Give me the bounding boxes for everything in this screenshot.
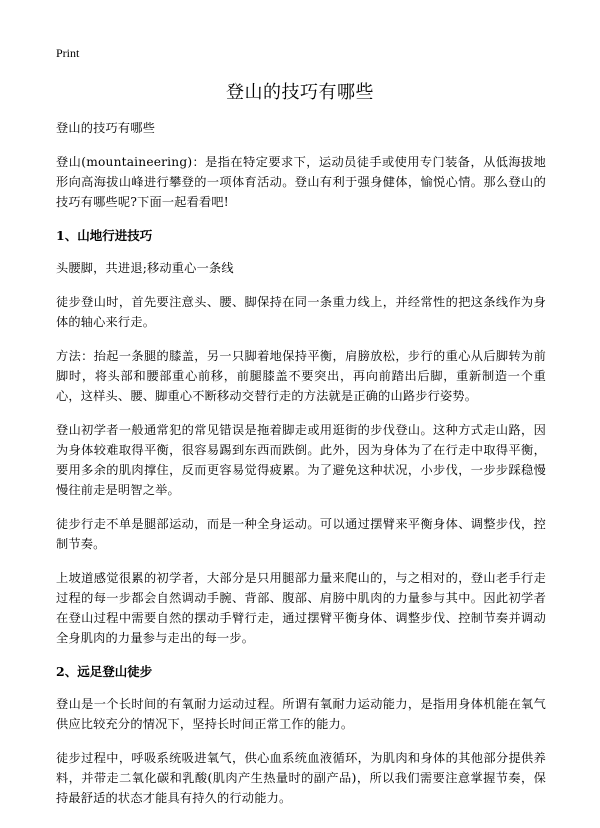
section-2-paragraph: 登山是一个长时间的有氧耐力运动过程。所谓有氧耐力运动能力，是指用身体机能在氧气供应比较充分的情况下，坚持长时间正常工作的能力。: [56, 697, 546, 731]
section-1-paragraph: 徒步行走不单是腿部运动，而是一种全身运动。可以通过摆臂来平衡身体、调整步伐，控制节奏。: [56, 517, 546, 551]
page-title: 登山的技巧有哪些: [226, 82, 374, 103]
section-2-paragraph: 徒步过程中，呼吸系统吸进氧气，供心血系统血液循环，为肌肉和身体的其他部分提供养料，并带走二氧化碳和乳酸(肌肉产生热量时的副产品)，所以我们需要注意掌握节奏，保持最舒适的状态才能具有持久的行动能力。: [56, 751, 546, 805]
section-1-paragraph: 方法：抬起一条腿的膝盖，另一只脚着地保持平衡，肩膀放松，步行的重心从后脚转为前脚时，将头部和腰部重心前移，前腿膝盖不要突出，再向前踏出后脚，重新制造一个重心，这样头、腰、脚重心不断移动交替行走的方法就是正确的山路步行姿势。: [56, 349, 546, 403]
section-1-paragraph: 徒步登山时，首先要注意头、腰、脚保持在同一条重力线上，并经常性的把这条线作为身体的轴心来行走。: [56, 295, 546, 329]
section-1-paragraph: 上坡道感觉很累的初学者，大部分是只用腿部力量来爬山的，与之相对的，登山老手行走过程的每一步都会自然调动手腕、背部、腹部、肩膀中肌肉的力量参与其中。因此初学者在登山过程中需要自然的摆动手臂行走，通过摆臂平衡身体、调整步伐、控制节奏并调动全身肌肉的力量参与走出的每一步。: [56, 571, 546, 645]
section-2-heading: 2、远足登山徒步: [56, 664, 153, 679]
section-1-paragraph: 头腰脚，共进退;移动重心一条线: [56, 261, 234, 275]
article-body: [56, 118, 546, 822]
intro-paragraph: 登山(mountaineering)：是指在特定要求下，运动员徒手或使用专门装备，从低海拔地形向高海拔山峰进行攀登的一项体育活动。登山有利于强身健体，愉悦心情。那么登山的技巧有哪些呢?下面一起看看吧!: [56, 155, 546, 209]
article-subtitle: 登山的技巧有哪些: [56, 121, 156, 135]
print-link[interactable]: Print: [56, 46, 80, 60]
section-1-paragraph: 登山初学者一般通常犯的常见错误是拖着脚走或用逛街的步伐登山。这种方式走山路，因为身体较难取得平衡，很容易踢到东西而跌倒。此外，因为身体为了在行走中取得平衡，要用多余的肌肉撑住，反而更容易觉得疲累。为了避免这种状况，小步伐，一步步踩稳慢慢往前走是明智之举。: [56, 423, 546, 497]
section-1-heading: 1、山地行进技巧: [56, 228, 153, 243]
